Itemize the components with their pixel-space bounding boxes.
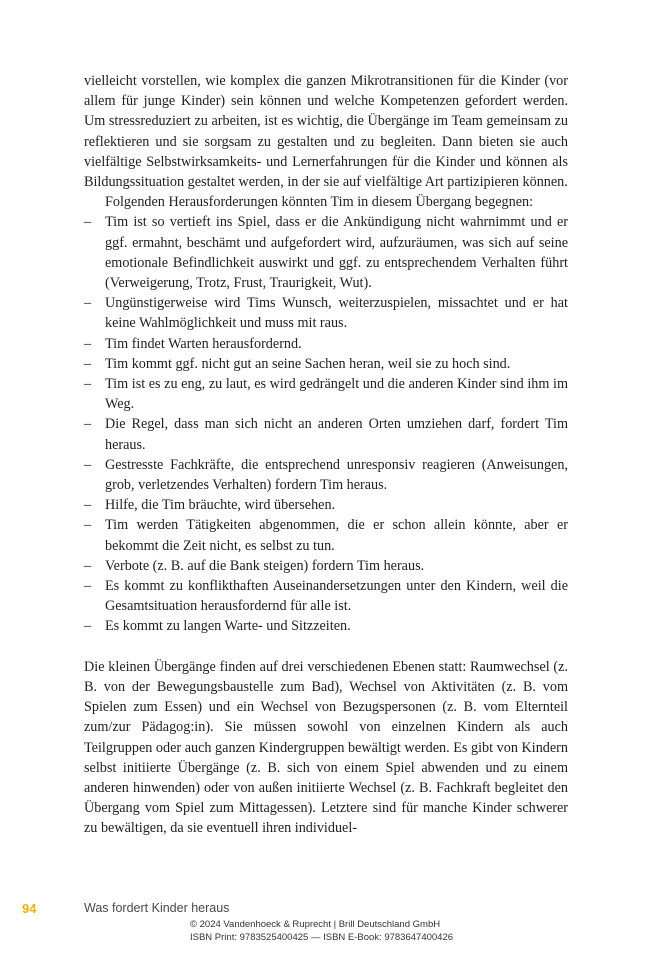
page-number: 94	[22, 901, 37, 916]
paragraph-gap	[84, 637, 568, 657]
list-item: – Tim kommt ggf. nicht gut an seine Sachen heran, weil sie zu hoch sind.	[84, 354, 568, 374]
list-lead-paragraph: Folgenden Herausforderungen könnten Tim in diesem Übergang begegnen:	[105, 194, 534, 211]
closing-paragraph: Die kleinen Übergänge finden auf drei verschiedenen Ebenen statt: Raumwechsel (z. B. von der Bewegungsbaustelle zum Bad), Wechsel von Aktivitäten (z. B. vom Spielen zum Essen) und ein Wechsel von Bezugspersonen (z. B. vom Elternteil zum/zur Pädagog:in). Sie müssen sowohl von einzelnen Kindern als auch Teilgruppen oder auch ganzen Kindergruppen bewältigt werden. Es gibt von Kindern selbst initiierte Übergänge (z. B. sich von einem Spiel abwenden und zu einem anderen hinwenden) oder von außen initiierte Wechsel (z. B. Fachkraft begleitet den Übergang vom Spiel zum Mittagessen). Letztere sind für manche Kinder schwerer zu bewältigen, da sie eventuell ihren individuel-	[84, 658, 568, 837]
intro-paragraph: vielleicht vorstellen, wie komplex die ganzen Mikrotransitionen für die Kinder (vor allem für junge Kinder) sein können und welche Kompetenzen gefordert werden. Um stressreduziert zu arbeiten, ist es wichtig, die Übergänge im Team gemeinsam zu reflektieren und sie sorgsam zu gestalten und zu begleiten. Dann bieten sie auch vielfältige Selbstwirksamkeits- und Lernerfahrungen für die Kinder und können als Bildungssituation gestaltet werden, in der sie auf vielfältige Art partizipieren können.	[84, 73, 568, 191]
copyright-line: © 2024 Vandenhoeck & Ruprecht | Brill Deutschland GmbH	[190, 919, 441, 930]
list-item: – Die Regel, dass man sich nicht an anderen Orten umziehen darf, fordert Tim heraus.	[84, 414, 568, 454]
list-item: – Hilfe, die Tim bräuchte, wird übersehen.	[84, 495, 568, 515]
list-item: – Es kommt zu konflikthaften Auseinandersetzungen unter den Kindern, weil die Gesamtsituation herausfordernd für alle ist.	[84, 576, 568, 616]
list-item: – Es kommt zu langen Warte- und Sitzzeiten.	[84, 616, 568, 636]
main-text	[84, 71, 568, 839]
list-item: – Verbote (z. B. auf die Bank steigen) fordern Tim heraus.	[84, 556, 568, 576]
list-item: – Gestresste Fachkräfte, die entsprechend unresponsiv reagieren (Anweisungen, grob, verletzendes Verhalten) fordern Tim heraus.	[84, 455, 568, 495]
running-title: Was fordert Kinder heraus	[84, 901, 230, 915]
isbn-line: ISBN Print: 9783525400425 — ISBN E-Book: 9783647400426	[190, 932, 454, 943]
challenge-list	[84, 212, 568, 636]
list-item: – Tim werden Tätigkeiten abgenommen, die er schon allein könnte, aber er bekommt die Zeit nicht, es selbst zu tun.	[84, 515, 568, 555]
copyright-block	[190, 918, 490, 944]
list-item: – Tim ist es zu eng, zu laut, es wird gedrängelt und die anderen Kinder sind ihm im Weg.	[84, 374, 568, 414]
list-item: – Tim findet Warten herausfordernd.	[84, 334, 568, 354]
list-item: – Ungünstigerweise wird Tims Wunsch, weiterzuspielen, missachtet und er hat keine Wahlmöglichkeit und muss mit raus.	[84, 293, 568, 333]
list-item: – Tim ist so vertieft ins Spiel, dass er die Ankündigung nicht wahrnimmt und er ggf. ermahnt, beschämt und aufgefordert wird, aufzuräumen, was sich auf seine emotionale Befindlichkeit auswirkt und ggf. zu entsprechendem Verhalten führt (Verweigerung, Trotz, Frust, Traurigkeit, Wut).	[84, 212, 568, 293]
